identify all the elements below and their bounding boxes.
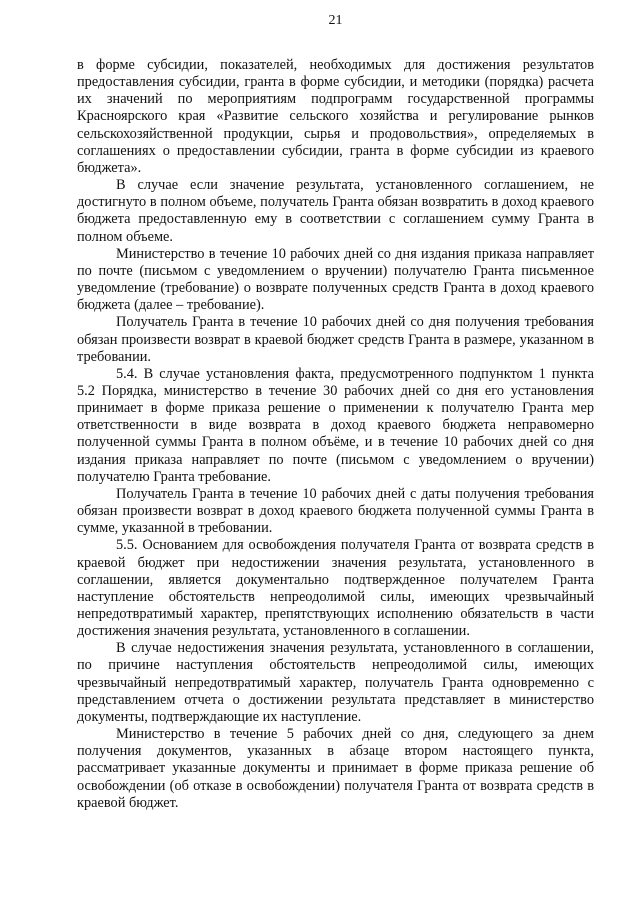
paragraph: в форме субсидии, показателей, необходимых для достижения результатов предоставления субсидии, гранта в форме субсидии, и методики (порядка) расчета их значений по мероприятиям подпрограмм государственной программы Красноярского края «Развитие сельского хозяйства и регулирование рынков сельскохозяйственной продукции, сырья и продовольствия», определяемых в соглашениях о предоставлении субсидии, гранта в форме субсидии из краевого бюджета». (77, 57, 594, 176)
page-number: 21 (328, 13, 343, 28)
paragraph: В случае если значение результата, установленного соглашением, не достигнуто в полном объеме, получатель Гранта обязан возвратить в доход краевого бюджета предоставленную ему в соответствии с соглашением сумму Гранта в полном объеме. (77, 177, 594, 245)
paragraph: Министерство в течение 10 рабочих дней со дня издания приказа направляет по почте (письмом с уведомлением о вручении) получателю Гранта письменное уведомление (требование) о возврате полученных средств Гранта в доход краевого бюджета (далее – требование). (77, 245, 594, 314)
paragraph: В случае недостижения значения результата, установленного в соглашении, по причине наступления обстоятельств непреодолимой силы, имеющих чрезвычайный непредотвратимый характер, получатель Гранта одновременно с представлением отчета о достижении результата представляет в министерство документы, подтверждающие их наступление. (77, 640, 594, 725)
paragraph: Получатель Гранта в течение 10 рабочих дней с даты получения требования обязан произвести возврат в доход краевого бюджета полученной суммы Гранта в сумме, указанной в требовании. (77, 485, 594, 537)
paragraph: Получатель Гранта в течение 10 рабочих дней со дня получения требования обязан произвести возврат в краевой бюджет средств Гранта в размере, указанном в требовании. (77, 314, 594, 365)
paragraph: Министерство в течение 5 рабочих дней со дня, следующего за днем получения документов, указанных в абзаце втором настоящего пункта, рассматривает указанные документы и принимает в форме приказа решение об освобождении (об отказе в освобождении) получателя Гранта от возврата средств в краевой бюджет. (77, 726, 594, 811)
paragraph: 5.4. В случае установления факта, предусмотренного подпунктом 1 пункта 5.2 Порядка, министерство в течение 30 рабочих дней со дня его установления принимает в форме приказа решение о применении к получателю Гранта мер ответственности в виде возврата в доход краевого бюджета неправомерно полученной суммы Гранта в полном объёме, и в течение 10 рабочих дней со дня издания приказа направляет по почте (письмом с уведомлением о вручении) получателю Гранта требование. (77, 365, 594, 485)
paragraph: 5.5. Основанием для освобождения получателя Гранта от возврата средств в краевой бюджет при недостижении значения результата, установленного в соглашении, является документально подтвержденное получателем Гранта наступление обстоятельств непреодолимой силы, имеющих чрезвычайный непредотвратимый характер, препятствующих исполнению обязательств в части достижения значения результата, установленного в соглашении. (77, 537, 594, 640)
